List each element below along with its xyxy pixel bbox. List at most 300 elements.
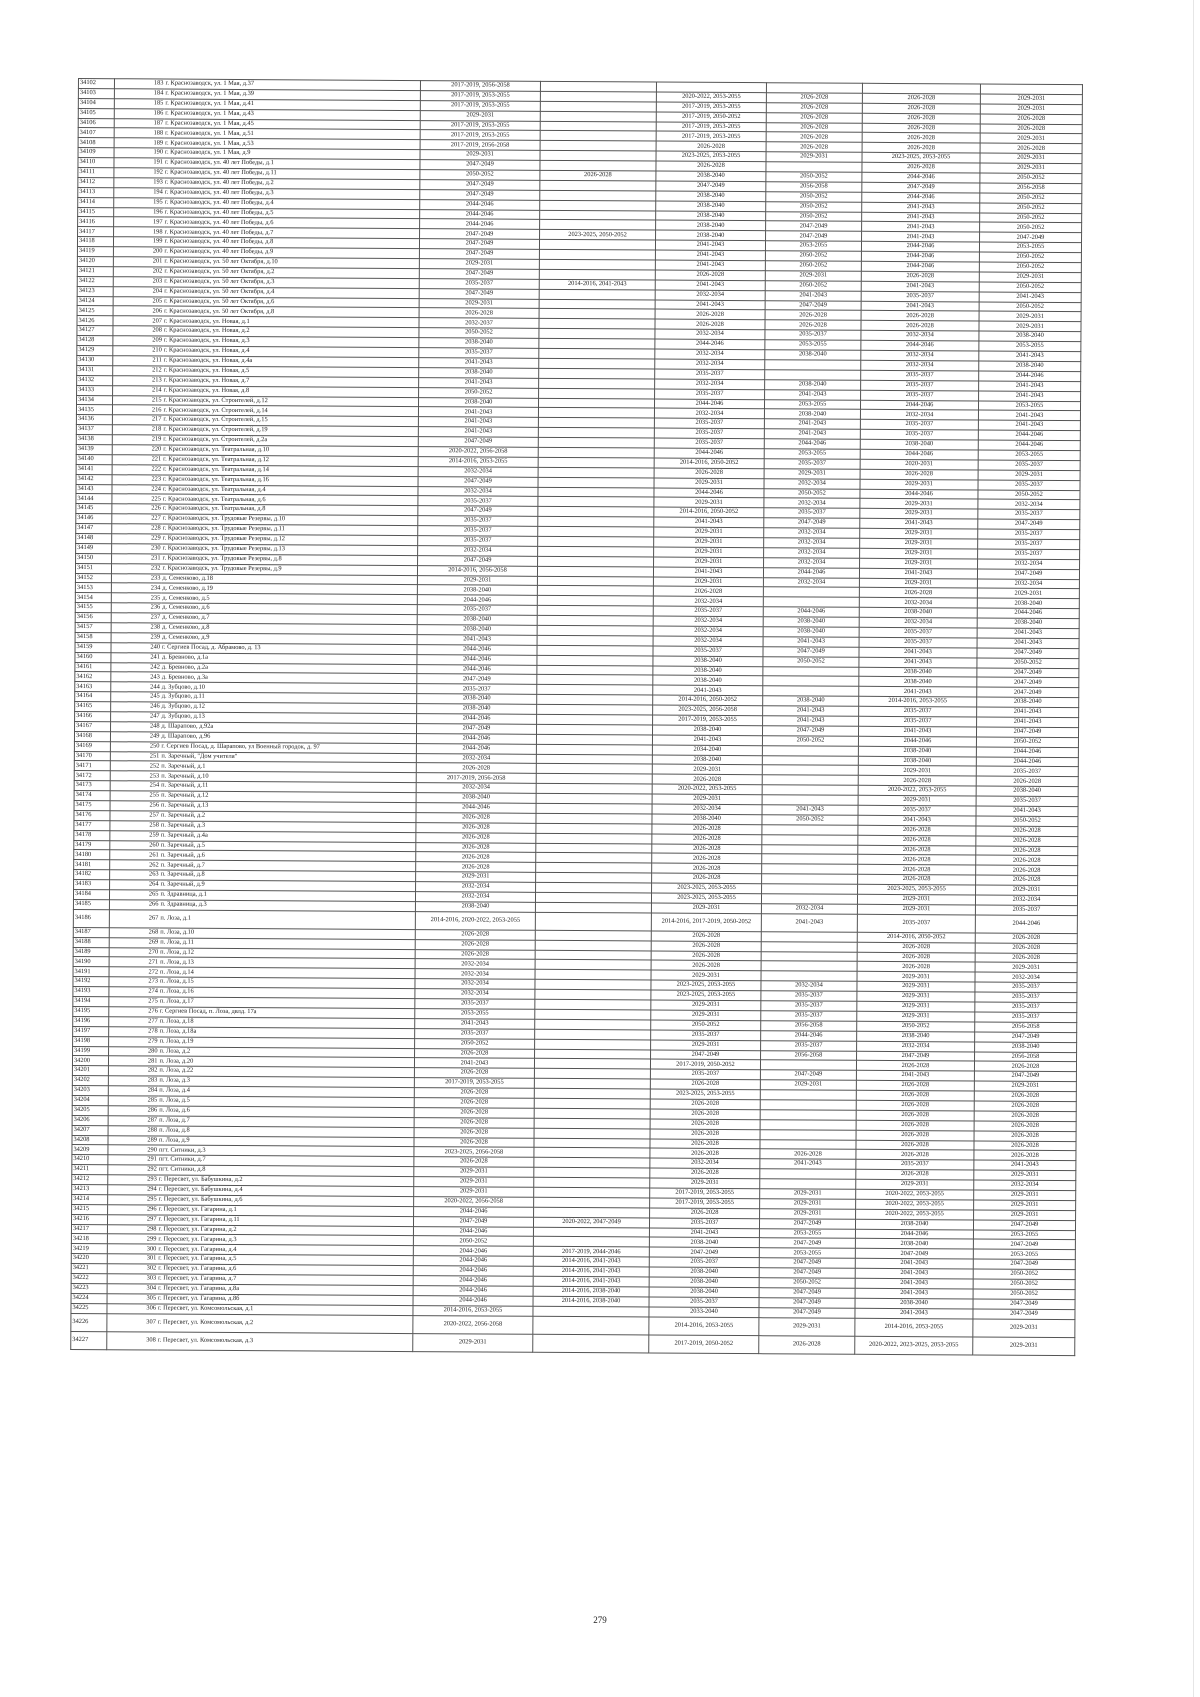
row-number-cell: 192 bbox=[114, 168, 164, 178]
period-cell-4: 2032-2034 bbox=[763, 577, 859, 587]
address-cell: пгт. Ситники, д.8 bbox=[158, 1165, 414, 1176]
address-cell: п. Лоза, д.8 bbox=[158, 1126, 414, 1137]
period-cell-6: 2029-2031 bbox=[980, 133, 1082, 144]
period-cell-1: 2020-2022, 2056-2058 bbox=[414, 1196, 534, 1207]
period-cell-2 bbox=[538, 447, 654, 458]
period-cell-3: 2041-2043 bbox=[655, 280, 765, 291]
address-cell: г. Краснозаводск, ул. 40 лет Победы, д.11 bbox=[164, 168, 420, 179]
period-cell-4 bbox=[762, 795, 858, 805]
period-cell-5: 2035-2037 bbox=[859, 716, 977, 727]
period-cell-6: 2053-2055 bbox=[973, 1230, 1075, 1241]
period-cell-5: 2032-2034 bbox=[861, 360, 979, 371]
period-cell-3: 2029-2031 bbox=[654, 497, 764, 508]
row-code-cell: 34214 bbox=[72, 1194, 108, 1204]
period-cell-5: 2026-2028 bbox=[859, 588, 977, 599]
row-code-cell: 34122 bbox=[77, 276, 113, 286]
period-cell-3: 2029-2031 bbox=[651, 1010, 761, 1021]
period-cell-3: 2033-2040 bbox=[649, 1307, 759, 1318]
period-cell-5: 2029-2031 bbox=[857, 982, 975, 993]
period-cell-5: 2029-2031 bbox=[860, 548, 978, 559]
period-cell-1: 2038-2040 bbox=[419, 338, 539, 349]
period-cell-5: 2035-2037 bbox=[858, 805, 976, 816]
period-cell-1: 2026-2028 bbox=[415, 929, 535, 940]
row-number-cell: 274 bbox=[109, 987, 159, 997]
period-cell-5: 2026-2028 bbox=[856, 1090, 974, 1101]
period-cell-5: 2029-2031 bbox=[857, 1001, 975, 1012]
period-cell-1: 2044-2046 bbox=[417, 714, 537, 725]
period-cell-4: 2029-2031 bbox=[760, 1199, 856, 1209]
period-cell-4 bbox=[761, 951, 857, 961]
row-number-cell: 235 bbox=[111, 593, 161, 603]
address-cell: г. Краснозаводск, ул. Новая, д.5 bbox=[163, 366, 419, 377]
period-cell-6: 2029-2031 bbox=[979, 272, 1081, 283]
period-cell-3: 2029-2031 bbox=[652, 794, 762, 805]
period-cell-1: 2017-2019, 2056-2058 bbox=[416, 773, 536, 784]
period-cell-4: 2047-2049 bbox=[763, 646, 859, 656]
period-cell-1: 2044-2046 bbox=[416, 803, 536, 814]
period-cell-4: 2035-2037 bbox=[764, 459, 860, 469]
period-cell-6: 2050-2052 bbox=[973, 1289, 1075, 1300]
period-cell-3: 2029-2031 bbox=[652, 764, 762, 775]
period-cell-5: 2029-2031 bbox=[857, 1011, 975, 1022]
row-code-cell: 34125 bbox=[77, 306, 113, 316]
address-cell: п. Лоза, д.6 bbox=[158, 1106, 414, 1117]
row-code-cell: 34138 bbox=[76, 435, 112, 445]
row-number-cell: 214 bbox=[113, 385, 163, 395]
period-cell-4: 2047-2049 bbox=[762, 726, 858, 736]
address-cell: п. Здравница, д.1 bbox=[159, 890, 415, 901]
period-cell-6: 2038-2040 bbox=[976, 786, 1078, 797]
period-cell-3: 2032-2034 bbox=[655, 290, 765, 301]
period-cell-5: 2044-2046 bbox=[861, 340, 979, 351]
row-code-cell: 34218 bbox=[71, 1234, 107, 1244]
row-code-cell: 34129 bbox=[77, 346, 113, 356]
period-cell-6: 2050-2052 bbox=[980, 203, 1082, 214]
period-cell-1: 2029-2031 bbox=[414, 1167, 534, 1178]
row-number-cell: 286 bbox=[108, 1106, 158, 1116]
period-cell-3: 2017-2019, 2053-2055 bbox=[656, 131, 766, 142]
row-number-cell: 264 bbox=[110, 880, 160, 890]
period-cell-4 bbox=[761, 894, 857, 904]
period-cell-2 bbox=[538, 437, 654, 448]
period-cell-1: 2026-2028 bbox=[416, 822, 536, 833]
period-cell-4: 2032-2034 bbox=[764, 548, 860, 558]
row-number-cell: 217 bbox=[112, 415, 162, 425]
period-cell-3: 2038-2040 bbox=[656, 230, 766, 241]
period-cell-1: 2023-2025, 2056-2058 bbox=[414, 1147, 534, 1158]
period-cell-6: 2053-2055 bbox=[979, 341, 1081, 352]
period-cell-5: 2026-2028 bbox=[862, 162, 980, 173]
period-cell-6: 2044-2046 bbox=[978, 430, 1080, 441]
period-cell-2 bbox=[538, 507, 654, 518]
period-cell-6: 2026-2028 bbox=[974, 1131, 1076, 1142]
period-cell-6: 2026-2028 bbox=[974, 1121, 1076, 1132]
period-cell-5: 2032-2034 bbox=[857, 1041, 975, 1052]
period-cell-6: 2035-2037 bbox=[978, 460, 1080, 471]
address-cell: г. Краснозаводск, ул. Театральная, д.16 bbox=[162, 475, 418, 486]
period-cell-5: 2026-2028 bbox=[856, 1140, 974, 1151]
period-cell-1: 2014-2016, 2056-2058 bbox=[417, 565, 537, 576]
period-cell-5: 2044-2046 bbox=[858, 736, 976, 747]
row-code-cell: 34127 bbox=[77, 326, 113, 336]
period-cell-4: 2026-2028 bbox=[766, 112, 862, 122]
row-number-cell: 213 bbox=[113, 375, 163, 385]
period-cell-5: 2041-2043 bbox=[855, 1258, 973, 1269]
period-cell-4: 2050-2052 bbox=[765, 251, 861, 261]
row-number-cell: 256 bbox=[110, 801, 160, 811]
row-number-cell: 225 bbox=[112, 494, 162, 504]
address-cell: г. Пересвет, ул. Бабушкина, д.4 bbox=[158, 1185, 414, 1196]
address-cell: п. Лоза, д.14 bbox=[159, 967, 415, 978]
period-cell-3: 2014-2016, 2050-2052 bbox=[654, 507, 764, 518]
address-cell: г. Краснозаводск, ул. 1 Мая, д.43 bbox=[164, 109, 420, 120]
row-number-cell: 262 bbox=[110, 860, 160, 870]
row-number-cell: 196 bbox=[114, 207, 164, 217]
period-cell-1: 2044-2046 bbox=[420, 199, 540, 210]
period-cell-5: 2029-2031 bbox=[860, 538, 978, 549]
address-cell: г. Сергиев Посад, д. Абрамово, д. 13 bbox=[161, 643, 417, 654]
row-number-cell: 234 bbox=[111, 583, 161, 593]
row-code-cell: 34169 bbox=[74, 741, 110, 751]
period-cell-5: 2038-2040 bbox=[857, 1031, 975, 1042]
period-cell-2 bbox=[538, 546, 654, 557]
row-code-cell: 34219 bbox=[71, 1244, 107, 1254]
period-cell-3: 2032-2034 bbox=[654, 408, 764, 419]
row-number-cell: 288 bbox=[108, 1125, 158, 1135]
period-cell-3: 2014-2016, 2050-2052 bbox=[653, 695, 763, 706]
row-code-cell: 34109 bbox=[78, 148, 114, 158]
period-cell-1: 2035-2037 bbox=[417, 684, 537, 695]
period-cell-5: 2041-2043 bbox=[858, 726, 976, 737]
period-cell-5: 2044-2046 bbox=[860, 489, 978, 500]
period-cell-5: 2047-2049 bbox=[862, 182, 980, 193]
address-cell: д. Семенково, д.8 bbox=[161, 623, 417, 634]
period-cell-5: 2041-2043 bbox=[859, 687, 977, 698]
period-cell-4: 2047-2049 bbox=[759, 1268, 855, 1278]
period-cell-3: 2032-2034 bbox=[655, 349, 765, 360]
row-code-cell: 34197 bbox=[73, 1026, 109, 1036]
row-number-cell: 291 bbox=[108, 1155, 158, 1165]
period-cell-4: 2035-2037 bbox=[761, 991, 857, 1001]
period-cell-5: 2029-2031 bbox=[857, 972, 975, 983]
period-cell-4: 2041-2043 bbox=[764, 419, 860, 429]
period-cell-4: 2044-2046 bbox=[761, 1030, 857, 1040]
period-cell-1: 2026-2028 bbox=[414, 1127, 534, 1138]
period-cell-4: 2029-2031 bbox=[759, 1317, 855, 1336]
period-cell-4: 2032-2034 bbox=[761, 904, 857, 914]
address-cell: п. Заречный, д.1 bbox=[160, 761, 416, 772]
row-code-cell: 34110 bbox=[78, 158, 114, 168]
row-code-cell: 34198 bbox=[73, 1036, 109, 1046]
period-cell-3: 2050-2052 bbox=[651, 1020, 761, 1031]
address-cell: г. Краснозаводск, ул. Строителей, д.12 bbox=[163, 396, 419, 407]
row-number-cell: 206 bbox=[113, 306, 163, 316]
address-cell: п. Заречный, д.9 bbox=[160, 880, 416, 891]
address-cell: г. Краснозаводск, ул. Трудовые Резервы, д.9 bbox=[161, 564, 417, 575]
row-number-cell: 266 bbox=[109, 900, 159, 910]
period-cell-6: 2047-2049 bbox=[977, 677, 1079, 688]
period-cell-1: 2041-2043 bbox=[415, 1018, 535, 1029]
period-cell-5: 2029-2031 bbox=[857, 894, 975, 905]
period-cell-3: 2038-2040 bbox=[656, 211, 766, 222]
period-cell-4 bbox=[760, 1169, 856, 1179]
address-cell: г. Краснозаводск, ул. Театральная, д.6 bbox=[162, 494, 418, 505]
period-cell-6: 2026-2028 bbox=[976, 836, 1078, 847]
address-cell: г. Краснозаводск, ул. Новая, д.3 bbox=[163, 336, 419, 347]
period-cell-5: 2026-2028 bbox=[861, 271, 979, 282]
period-cell-6: 2026-2028 bbox=[980, 124, 1082, 135]
period-cell-1: 2047-2049 bbox=[419, 269, 539, 280]
period-cell-1: 2014-2016, 2053-2055 bbox=[418, 456, 538, 467]
row-code-cell: 34144 bbox=[76, 494, 112, 504]
address-cell: г. Пересвет, ул. Комсомольская, д.1 bbox=[157, 1304, 413, 1315]
address-cell: п. Заречный, "Дом учителя" bbox=[160, 752, 416, 763]
row-number-cell: 249 bbox=[110, 731, 160, 741]
row-code-cell: 34118 bbox=[77, 237, 113, 247]
address-cell: пгт. Ситники, д.3 bbox=[158, 1145, 414, 1156]
period-cell-1: 2035-2037 bbox=[418, 496, 538, 507]
period-cell-5: 2044-2046 bbox=[860, 400, 978, 411]
period-cell-1: 2044-2046 bbox=[413, 1285, 533, 1296]
row-code-cell: 34203 bbox=[72, 1086, 108, 1096]
period-cell-3: 2029-2031 bbox=[651, 903, 761, 914]
period-cell-3: 2026-2028 bbox=[655, 319, 765, 330]
period-cell-4: 2050-2052 bbox=[766, 211, 862, 221]
address-cell: г. Краснозаводск, ул. 40 лет Победы, д.9 bbox=[163, 247, 419, 258]
row-code-cell: 34226 bbox=[71, 1313, 107, 1331]
row-number-cell: 226 bbox=[112, 504, 162, 514]
period-cell-3: 2023-2025, 2053-2055 bbox=[656, 151, 766, 162]
row-number-cell: 293 bbox=[108, 1175, 158, 1185]
period-cell-1: 2047-2049 bbox=[419, 249, 539, 260]
period-cell-5: 2026-2028 bbox=[857, 942, 975, 953]
row-number-cell: 183 bbox=[114, 79, 164, 89]
row-number-cell: 236 bbox=[111, 603, 161, 613]
address-cell: п. Лоза, д.10 bbox=[159, 928, 415, 939]
address-cell: п. Лоза, д.18а bbox=[159, 1027, 415, 1038]
address-cell: п. Лоза, д.11 bbox=[159, 938, 415, 949]
row-number-cell: 191 bbox=[114, 158, 164, 168]
period-cell-1: 2050-2052 bbox=[419, 328, 539, 339]
row-number-cell: 284 bbox=[108, 1086, 158, 1096]
address-cell: г. Краснозаводск, ул. 40 лет Победы, д.4 bbox=[164, 198, 420, 209]
period-cell-5: 2026-2028 bbox=[858, 865, 976, 876]
address-cell: г. Пересвет, ул. Гагарина, д.2 bbox=[157, 1225, 413, 1236]
period-cell-5: 2026-2028 bbox=[862, 123, 980, 134]
address-cell: п. Лоза, д.9 bbox=[158, 1136, 414, 1147]
row-code-cell: 34173 bbox=[74, 781, 110, 791]
address-cell: г. Краснозаводск, ул. Новая, д.4а bbox=[163, 356, 419, 367]
row-number-cell: 200 bbox=[113, 247, 163, 257]
period-cell-1: 2032-2034 bbox=[415, 892, 535, 903]
period-cell-2: 2023-2025, 2050-2052 bbox=[540, 230, 656, 241]
row-code-cell: 34155 bbox=[75, 603, 111, 613]
row-number-cell: 223 bbox=[112, 474, 162, 484]
period-cell-3: 2038-2040 bbox=[656, 171, 766, 182]
period-cell-3: 2044-2046 bbox=[654, 448, 764, 459]
row-code-cell: 34150 bbox=[76, 553, 112, 563]
period-cell-6: 2026-2028 bbox=[976, 875, 1078, 886]
row-number-cell: 239 bbox=[111, 633, 161, 643]
period-cell-1: 2026-2028 bbox=[416, 862, 536, 873]
row-number-cell: 260 bbox=[110, 840, 160, 850]
row-code-cell: 34134 bbox=[77, 395, 113, 405]
period-cell-4: 2026-2028 bbox=[766, 93, 862, 103]
row-code-cell: 34221 bbox=[71, 1264, 107, 1274]
row-code-cell: 34158 bbox=[75, 632, 111, 642]
row-code-cell: 34102 bbox=[78, 79, 114, 89]
row-number-cell: 258 bbox=[110, 821, 160, 831]
row-number-cell: 216 bbox=[112, 405, 162, 415]
period-cell-1: 2029-2031 bbox=[420, 150, 540, 161]
period-cell-3: 2026-2028 bbox=[650, 1139, 760, 1150]
period-cell-4: 2041-2043 bbox=[761, 914, 857, 933]
period-cell-5: 2041-2043 bbox=[861, 281, 979, 292]
address-cell: г. Сергиев Посад, д. Шарапово, ул Военный городок, д. 97 bbox=[160, 742, 416, 753]
period-cell-4: 2050-2052 bbox=[765, 281, 861, 291]
period-cell-5: 2035-2037 bbox=[857, 914, 975, 933]
period-cell-4: 2041-2043 bbox=[760, 1159, 856, 1169]
row-code-cell: 34151 bbox=[75, 563, 111, 573]
period-cell-6: 2029-2031 bbox=[973, 1319, 1075, 1338]
address-cell: г. Краснозаводск, ул. Трудовые Резервы, д.12 bbox=[162, 534, 418, 545]
row-code-cell: 34179 bbox=[74, 840, 110, 850]
period-cell-1: 2047-2049 bbox=[418, 555, 538, 566]
period-cell-6: 2035-2037 bbox=[975, 1002, 1077, 1013]
row-code-cell: 34205 bbox=[72, 1105, 108, 1115]
period-cell-1: 2017-2019, 2053-2055 bbox=[420, 130, 540, 141]
period-cell-6: 2026-2028 bbox=[974, 1111, 1076, 1122]
period-cell-4: 2047-2049 bbox=[759, 1218, 855, 1228]
address-cell: п. Лоза, д.3 bbox=[158, 1076, 414, 1087]
row-code-cell: 34136 bbox=[76, 415, 112, 425]
row-number-cell: 246 bbox=[111, 702, 161, 712]
capital-repair-schedule-table bbox=[70, 78, 1083, 1356]
row-number-cell: 207 bbox=[113, 316, 163, 326]
period-cell-2 bbox=[538, 526, 654, 537]
row-number-cell: 193 bbox=[114, 178, 164, 188]
period-cell-4: 2041-2043 bbox=[764, 429, 860, 439]
period-cell-4: 2029-2031 bbox=[760, 1189, 856, 1199]
period-cell-3: 2026-2028 bbox=[655, 310, 765, 321]
row-number-cell: 259 bbox=[110, 830, 160, 840]
address-cell: п. Лоза, д.2 bbox=[159, 1047, 415, 1058]
address-cell: д. Зубцово, д.11 bbox=[161, 692, 417, 703]
period-cell-1: 2032-2034 bbox=[415, 989, 535, 1000]
address-cell: г. Краснозаводск, ул. Строителей, д.14 bbox=[162, 405, 418, 416]
period-cell-6: 2038-2040 bbox=[979, 361, 1081, 372]
row-number-cell: 307 bbox=[107, 1313, 157, 1331]
period-cell-3: 2038-2040 bbox=[652, 755, 762, 766]
period-cell-2 bbox=[533, 1334, 649, 1353]
table-body bbox=[71, 79, 1083, 1356]
period-cell-4 bbox=[761, 971, 857, 981]
period-cell-3: 2026-2028 bbox=[654, 468, 764, 479]
period-cell-5: 2026-2028 bbox=[858, 835, 976, 846]
address-cell: п. Заречный, д.4а bbox=[160, 831, 416, 842]
address-cell: г. Краснозаводск, ул. 1 Мая, д.37 bbox=[164, 79, 420, 90]
period-cell-5: 2038-2040 bbox=[855, 1219, 973, 1230]
period-cell-6: 2047-2049 bbox=[976, 727, 1078, 738]
row-number-cell: 280 bbox=[109, 1046, 159, 1056]
period-cell-4: 2041-2043 bbox=[763, 706, 859, 716]
period-cell-3: 2041-2043 bbox=[655, 250, 765, 261]
period-cell-6: 2035-2037 bbox=[978, 539, 1080, 550]
row-code-cell: 34119 bbox=[77, 247, 113, 257]
period-cell-4: 2035-2037 bbox=[765, 330, 861, 340]
period-cell-4 bbox=[760, 1179, 856, 1189]
period-cell-6: 2026-2028 bbox=[976, 776, 1078, 787]
row-number-cell: 190 bbox=[114, 148, 164, 158]
period-cell-5: 2035-2037 bbox=[861, 370, 979, 381]
period-cell-4 bbox=[762, 864, 858, 874]
period-cell-4 bbox=[762, 775, 858, 785]
period-cell-1: 2026-2028 bbox=[416, 852, 536, 863]
row-code-cell: 34180 bbox=[74, 850, 110, 860]
period-cell-5: 2035-2037 bbox=[861, 390, 979, 401]
period-cell-6: 2038-2040 bbox=[977, 618, 1079, 629]
period-cell-6: 2047-2049 bbox=[977, 687, 1079, 698]
period-cell-5: 2026-2028 bbox=[857, 962, 975, 973]
period-cell-4: 2047-2049 bbox=[764, 518, 860, 528]
period-cell-3: 2035-2037 bbox=[654, 428, 764, 439]
period-cell-1: 2035-2037 bbox=[418, 516, 538, 527]
row-number-cell: 203 bbox=[113, 277, 163, 287]
period-cell-3: 2041-2043 bbox=[653, 685, 763, 696]
address-cell: п. Лоза, д.18 bbox=[159, 1017, 415, 1028]
period-cell-4: 2029-2031 bbox=[766, 152, 862, 162]
period-cell-3: 2038-2040 bbox=[656, 220, 766, 231]
period-cell-1: 2047-2049 bbox=[419, 288, 539, 299]
period-cell-3: 2017-2019, 2053-2055 bbox=[656, 102, 766, 113]
period-cell-6: 2035-2037 bbox=[975, 1012, 1077, 1023]
row-code-cell: 34168 bbox=[74, 731, 110, 741]
address-cell: д. Зубцово, д.12 bbox=[161, 702, 417, 713]
period-cell-5: 2041-2043 bbox=[855, 1278, 973, 1289]
address-cell: г. Краснозаводск, ул. Театральная, д.4 bbox=[162, 485, 418, 496]
period-cell-5: 2014-2016, 2050-2052 bbox=[857, 932, 975, 943]
address-cell: г. Краснозаводск, ул. Театральная, д.8 bbox=[162, 504, 418, 515]
row-code-cell: 34116 bbox=[78, 217, 114, 227]
period-cell-4: 2026-2028 bbox=[765, 320, 861, 330]
period-cell-3: 2032-2034 bbox=[650, 1158, 760, 1169]
row-code-cell: 34147 bbox=[76, 524, 112, 534]
period-cell-1: 2041-2043 bbox=[419, 358, 539, 369]
row-code-cell: 34176 bbox=[74, 810, 110, 820]
period-cell-2 bbox=[538, 467, 654, 478]
address-cell: г. Пересвет, ул. Гагарина, д.5 bbox=[157, 1254, 413, 1265]
period-cell-4: 2050-2052 bbox=[766, 172, 862, 182]
row-number-cell: 241 bbox=[111, 652, 161, 662]
period-cell-5: 2035-2037 bbox=[861, 380, 979, 391]
row-number-cell: 188 bbox=[114, 128, 164, 138]
period-cell-1: 2026-2028 bbox=[416, 812, 536, 823]
period-cell-3: 2014-2016, 2050-2052 bbox=[654, 458, 764, 469]
period-cell-1: 2032-2034 bbox=[418, 545, 538, 556]
period-cell-3: 2038-2040 bbox=[656, 191, 766, 202]
period-cell-3: 2026-2028 bbox=[651, 951, 761, 962]
period-cell-4 bbox=[762, 745, 858, 755]
row-code-cell: 34192 bbox=[73, 977, 109, 987]
row-code-cell: 34160 bbox=[75, 652, 111, 662]
row-code-cell: 34185 bbox=[73, 899, 109, 909]
period-cell-1: 2041-2043 bbox=[418, 427, 538, 438]
period-cell-5: 2026-2028 bbox=[862, 103, 980, 114]
row-number-cell: 211 bbox=[113, 356, 163, 366]
period-cell-5: 2020-2022, 2053-2055 bbox=[856, 1199, 974, 1210]
period-cell-6: 2044-2046 bbox=[977, 608, 1079, 619]
address-cell: д. Семенково, д.7 bbox=[161, 613, 417, 624]
